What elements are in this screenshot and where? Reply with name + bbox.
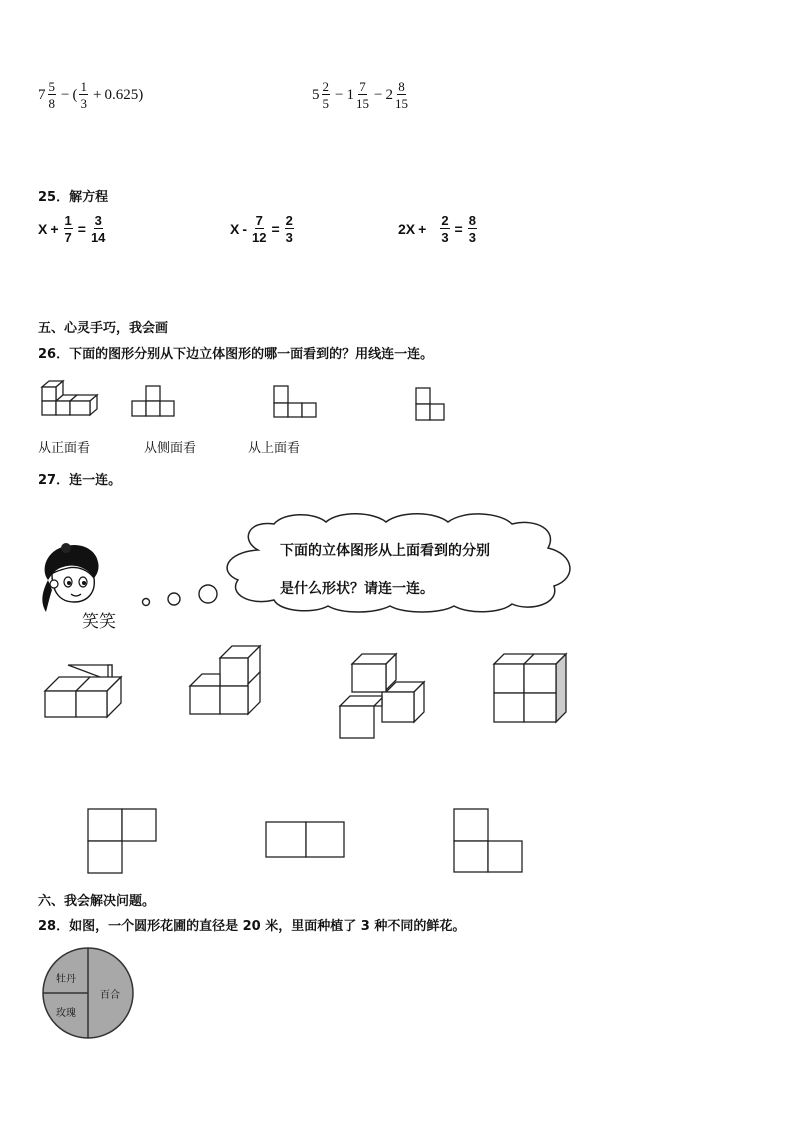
- q27-solid-1: [42, 660, 126, 720]
- bubble-line-2: 是什么形状？请连一连。: [280, 581, 434, 597]
- flower-garden-circle: [40, 945, 136, 1041]
- q27-top-view-3: [452, 806, 528, 874]
- equation-1: X + $\frac{1}{7}$ = $\frac{3}{14}$: [38, 213, 106, 245]
- thought-dots: [138, 582, 222, 612]
- whole-number: 2: [385, 86, 393, 103]
- bubble-line-1: 下面的立体图形从上面看到的分别: [280, 543, 490, 559]
- view-label-top: 从上面看: [248, 441, 301, 456]
- expression-2: [312, 80, 410, 110]
- thought-bubble: [218, 510, 580, 614]
- q26-solid-figure: [38, 378, 102, 420]
- expression-1: [38, 80, 143, 110]
- q27-top-view-1: [86, 806, 158, 874]
- operator: −: [373, 86, 383, 103]
- section-5-title: 五、心灵手巧，我会画: [38, 321, 169, 336]
- paren: (: [72, 86, 78, 103]
- decimal-number: 0.625: [104, 86, 139, 103]
- q27-solid-4: [490, 652, 572, 724]
- fraction: $\frac{5}{8}$: [48, 79, 55, 111]
- section-6-title: 六、我会解决问题。: [38, 894, 156, 909]
- view-label-side: 从侧面看: [144, 441, 197, 456]
- q26-view-b: [272, 384, 320, 420]
- flower-label-peony: 牡丹: [56, 974, 76, 985]
- paren: ): [138, 86, 144, 103]
- fraction: $\frac{7}{15}$: [355, 79, 369, 111]
- question-26-title: 26．下面的图形分别从下边立体图形的哪一面看到的？用线连一连。: [38, 347, 434, 362]
- question-25-title: 25．解方程: [38, 190, 109, 205]
- q26-view-a: [130, 384, 178, 420]
- flower-label-rose: 玫瑰: [56, 1008, 76, 1019]
- whole-number: 7: [38, 86, 46, 103]
- whole-number: 1: [346, 86, 354, 103]
- operator: −: [335, 86, 344, 103]
- view-label-front: 从正面看: [38, 441, 91, 456]
- fraction: $\frac{8}{15}$: [394, 79, 408, 111]
- question-28-title: 28．如图，一个圆形花圃的直径是 20 米，里面种植了 3 种不同的鲜花。: [38, 919, 466, 934]
- fraction: $\frac{1}{3}$: [80, 79, 87, 111]
- fraction: $\frac{2}{5}$: [322, 79, 329, 111]
- q27-solid-2: [188, 642, 266, 718]
- equation-3: 2X + $\frac{2}{3}$ = $\frac{8}{3}$: [398, 213, 476, 245]
- whole-number: 5: [312, 86, 320, 103]
- equation-2: X - $\frac{7}{12}$ = $\frac{2}{3}$: [230, 213, 293, 245]
- q26-view-c: [414, 386, 450, 426]
- question-27-title: 27．连一连。: [38, 473, 122, 488]
- girl-name-label: 笑笑: [82, 612, 116, 632]
- operator: −: [61, 86, 70, 103]
- q27-solid-3: [338, 652, 430, 740]
- operator: +: [92, 86, 102, 103]
- q27-top-view-2: [264, 820, 348, 860]
- flower-label-lily: 百合: [100, 990, 120, 1001]
